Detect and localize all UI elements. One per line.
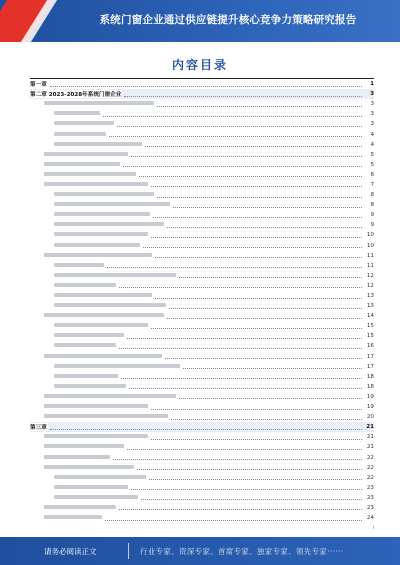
toc-entry-title bbox=[54, 384, 127, 390]
illegible-text bbox=[54, 232, 148, 236]
illegible-text bbox=[54, 212, 150, 216]
toc-page-number: 4 bbox=[370, 131, 374, 138]
toc-entry[interactable] bbox=[30, 503, 374, 513]
toc-entry-title bbox=[54, 212, 151, 218]
illegible-text bbox=[54, 374, 118, 378]
dot-leader bbox=[117, 126, 362, 127]
toc-entry-title bbox=[54, 293, 153, 299]
illegible-text bbox=[44, 101, 154, 105]
toc-entry-title bbox=[54, 303, 167, 309]
toc-entry[interactable] bbox=[30, 463, 374, 473]
dot-leader bbox=[151, 439, 362, 440]
dot-leader bbox=[145, 146, 362, 147]
toc-entry[interactable] bbox=[30, 150, 374, 160]
toc-page-number: 8 bbox=[370, 192, 374, 199]
footer-tagline: 行业专家、资深专家、首席专家、独家专家、领先专家······ bbox=[140, 547, 344, 556]
dot-leader bbox=[153, 217, 362, 218]
illegible-text bbox=[54, 243, 140, 247]
toc-entry[interactable] bbox=[30, 493, 374, 503]
toc-page-number: 17 bbox=[366, 353, 374, 360]
toc-entry[interactable] bbox=[30, 190, 374, 200]
dot-leader bbox=[121, 378, 362, 379]
illegible-text bbox=[44, 414, 168, 418]
toc-entry[interactable] bbox=[30, 220, 374, 230]
illegible-text bbox=[54, 202, 170, 206]
illegible-text bbox=[54, 283, 116, 287]
toc-entry[interactable] bbox=[30, 331, 374, 341]
dot-leader bbox=[179, 277, 362, 278]
toc-entry[interactable] bbox=[30, 352, 374, 362]
toc-page-number: 13 bbox=[366, 303, 374, 310]
toc-entry-title bbox=[44, 455, 111, 461]
toc-entry[interactable] bbox=[30, 402, 374, 412]
toc-entry[interactable] bbox=[30, 180, 374, 190]
toc-entry[interactable] bbox=[30, 170, 374, 180]
toc-entry-title bbox=[44, 152, 129, 158]
dot-leader bbox=[157, 197, 362, 198]
toc-entry[interactable] bbox=[30, 160, 374, 170]
toc-entry-title bbox=[44, 465, 135, 471]
toc-entry[interactable] bbox=[30, 382, 374, 392]
dot-leader bbox=[165, 358, 362, 359]
toc-entry[interactable] bbox=[30, 392, 374, 402]
illegible-text bbox=[44, 515, 102, 519]
toc-entry[interactable] bbox=[30, 432, 374, 442]
footer-divider bbox=[128, 543, 129, 559]
dot-leader bbox=[151, 328, 362, 329]
toc-page-number: 19 bbox=[366, 404, 374, 411]
toc-entry-title: 第一章 bbox=[30, 82, 47, 89]
dot-leader bbox=[155, 257, 362, 258]
toc-page-number: 3 bbox=[370, 91, 374, 98]
dot-leader bbox=[119, 509, 362, 510]
toc-entry-title bbox=[44, 172, 137, 178]
toc-entry-title bbox=[54, 333, 125, 339]
toc-entry[interactable] bbox=[30, 412, 374, 422]
toc-page-number: 20 bbox=[366, 414, 374, 421]
toc-page-number: 21 bbox=[366, 444, 374, 451]
illegible-text bbox=[54, 343, 116, 347]
illegible-text bbox=[44, 172, 136, 176]
illegible-text bbox=[44, 444, 124, 448]
illegible-text bbox=[44, 455, 110, 459]
toc-page-number: 8 bbox=[370, 202, 374, 209]
toc-entry[interactable] bbox=[30, 473, 374, 483]
toc-entry-title bbox=[54, 243, 141, 249]
toc-entry[interactable] bbox=[30, 230, 374, 240]
illegible-text bbox=[44, 465, 134, 469]
dot-leader bbox=[127, 449, 362, 450]
toc-page-number: 5 bbox=[370, 151, 374, 158]
illegible-text bbox=[54, 273, 176, 277]
toc-entry[interactable] bbox=[30, 200, 374, 210]
dot-leader bbox=[151, 186, 362, 187]
toc-entry-title: 第二章 2023-2028年系统门窗企业 bbox=[30, 92, 122, 99]
illegible-text bbox=[54, 333, 124, 337]
toc-entry-title bbox=[54, 364, 181, 370]
illegible-text bbox=[54, 293, 152, 297]
dot-leader bbox=[105, 520, 362, 521]
illegible-text bbox=[54, 263, 104, 267]
illegible-text bbox=[54, 132, 106, 136]
toc-entry-title bbox=[44, 414, 169, 420]
toc-entry[interactable] bbox=[30, 513, 374, 523]
toc-entry-title bbox=[44, 505, 117, 511]
dot-leader bbox=[167, 318, 362, 319]
illegible-text bbox=[54, 323, 148, 327]
toc-entry-title bbox=[44, 354, 163, 360]
toc-entry-title bbox=[54, 283, 117, 289]
toc-page-number: 13 bbox=[366, 293, 374, 300]
dot-leader bbox=[167, 227, 362, 228]
illegible-text bbox=[54, 222, 164, 226]
toc-entry[interactable] bbox=[30, 321, 374, 331]
toc-page-number: 4 bbox=[370, 141, 374, 148]
toc-entry-title bbox=[54, 222, 165, 228]
dot-leader bbox=[143, 247, 362, 248]
toc-entry-title: 第三章 bbox=[30, 425, 47, 432]
toc-page-number: 3 bbox=[370, 121, 374, 128]
illegible-text bbox=[54, 384, 126, 388]
toc-entry[interactable] bbox=[30, 301, 374, 311]
toc-entry-title bbox=[54, 202, 171, 208]
toc-entry[interactable] bbox=[30, 311, 374, 321]
toc-entry[interactable] bbox=[30, 362, 374, 372]
toc-entry-title bbox=[44, 162, 121, 168]
toc-entry[interactable] bbox=[30, 109, 374, 119]
toc-entry-title bbox=[54, 232, 149, 238]
illegible-text bbox=[54, 495, 138, 499]
dot-leader bbox=[131, 489, 362, 490]
toc-entry-title bbox=[54, 192, 155, 198]
toc-entry-title bbox=[54, 142, 143, 148]
illegible-text bbox=[44, 434, 148, 438]
page-marker: I bbox=[372, 525, 374, 531]
dot-leader bbox=[119, 348, 362, 349]
toc-entry[interactable] bbox=[30, 79, 374, 89]
toc-page-number: 19 bbox=[366, 393, 374, 400]
toc-entry[interactable] bbox=[30, 261, 374, 271]
toc-page-number: 22 bbox=[366, 454, 374, 461]
illegible-text bbox=[54, 142, 142, 146]
toc-page-number: 7 bbox=[370, 181, 374, 188]
illegible-text bbox=[44, 253, 152, 257]
dot-leader bbox=[127, 338, 362, 339]
toc-page-number: 14 bbox=[366, 313, 374, 320]
dot-leader bbox=[183, 368, 362, 369]
illegible-text bbox=[54, 111, 100, 115]
dot-leader bbox=[173, 207, 362, 208]
toc-page-number: 5 bbox=[370, 161, 374, 168]
illegible-text bbox=[44, 313, 164, 317]
dot-leader bbox=[141, 499, 362, 500]
toc-entry-title bbox=[54, 343, 117, 349]
toc-entry[interactable] bbox=[30, 442, 374, 452]
toc-page-number: 11 bbox=[366, 262, 374, 269]
toc-page-number: 16 bbox=[366, 343, 374, 350]
dot-leader bbox=[151, 409, 362, 410]
toc-entry[interactable] bbox=[30, 291, 374, 301]
toc-entry-title bbox=[54, 263, 105, 269]
toc-entry-title bbox=[44, 404, 149, 410]
toc-page-number: 6 bbox=[370, 171, 374, 178]
report-header-banner bbox=[0, 0, 400, 42]
toc-entry-title bbox=[54, 273, 177, 279]
toc-page-number: 10 bbox=[366, 232, 374, 239]
toc-page-number: 9 bbox=[370, 212, 374, 219]
table-of-contents bbox=[30, 78, 374, 523]
toc-entry-title bbox=[44, 253, 153, 259]
dot-leader bbox=[109, 136, 362, 137]
toc-entry-title bbox=[44, 394, 177, 400]
dot-leader bbox=[151, 237, 362, 238]
dot-leader bbox=[103, 116, 362, 117]
toc-entry-title bbox=[44, 313, 165, 319]
dot-leader bbox=[50, 86, 362, 87]
toc-page-number: 23 bbox=[366, 494, 374, 501]
dot-leader bbox=[123, 166, 362, 167]
dot-leader bbox=[124, 96, 362, 97]
toc-entry[interactable] bbox=[30, 251, 374, 261]
illegible-text bbox=[54, 485, 128, 489]
toc-page-number: 3 bbox=[370, 111, 374, 118]
toc-entry[interactable] bbox=[30, 89, 374, 99]
toc-page-number: 21 bbox=[366, 434, 374, 441]
dot-leader bbox=[171, 419, 362, 420]
toc-entry[interactable] bbox=[30, 140, 374, 150]
dot-leader bbox=[119, 287, 362, 288]
dot-leader bbox=[139, 176, 362, 177]
illegible-text bbox=[44, 394, 176, 398]
toc-entry[interactable] bbox=[30, 341, 374, 351]
toc-page-number: 15 bbox=[366, 323, 374, 330]
toc-entry-title bbox=[54, 132, 107, 138]
toc-entry[interactable] bbox=[30, 483, 374, 493]
dot-leader bbox=[155, 298, 362, 299]
toc-page-number: 3 bbox=[370, 101, 374, 108]
toc-entry[interactable] bbox=[30, 210, 374, 220]
toc-page-number: 23 bbox=[366, 484, 374, 491]
illegible-text bbox=[44, 182, 148, 186]
illegible-text bbox=[44, 152, 128, 156]
dot-leader bbox=[179, 398, 362, 399]
toc-entry[interactable] bbox=[30, 241, 374, 251]
dot-leader bbox=[131, 156, 362, 157]
toc-page-number: 22 bbox=[366, 464, 374, 471]
illegible-text bbox=[44, 354, 162, 358]
toc-page-number: 18 bbox=[366, 383, 374, 390]
illegible-text bbox=[54, 475, 146, 479]
illegible-text bbox=[44, 404, 148, 408]
toc-entry-title bbox=[44, 101, 155, 107]
report-footer bbox=[0, 537, 400, 565]
toc-entry[interactable] bbox=[30, 372, 374, 382]
toc-page-number: 18 bbox=[366, 373, 374, 380]
toc-page-number: 22 bbox=[366, 474, 374, 481]
toc-page-number: 12 bbox=[366, 272, 374, 279]
illegible-text bbox=[54, 192, 154, 196]
illegible-text bbox=[44, 162, 120, 166]
toc-entry[interactable] bbox=[30, 422, 374, 432]
toc-heading: 内容目录 bbox=[171, 58, 228, 72]
illegible-text bbox=[54, 303, 166, 307]
dot-leader bbox=[157, 106, 362, 107]
report-title: 系统门窗企业通过供应链提升核心竞争力策略研究报告 bbox=[99, 14, 357, 26]
toc-entry-title bbox=[54, 374, 119, 380]
toc-page-number: 23 bbox=[366, 504, 374, 511]
toc-page-number: 9 bbox=[370, 222, 374, 229]
toc-entry-title bbox=[54, 475, 147, 481]
toc-entry[interactable] bbox=[30, 452, 374, 462]
footer-disclaimer: 请务必阅读正文 bbox=[44, 547, 97, 556]
toc-entry-title bbox=[44, 182, 149, 188]
toc-entry-title bbox=[54, 485, 129, 491]
toc-page-number: 10 bbox=[366, 242, 374, 249]
toc-entry-title bbox=[44, 434, 149, 440]
toc-entry[interactable] bbox=[30, 129, 374, 139]
toc-entry[interactable] bbox=[30, 119, 374, 129]
toc-page-number: 24 bbox=[366, 515, 374, 522]
dot-leader bbox=[113, 459, 362, 460]
toc-entry-title bbox=[54, 111, 101, 117]
toc-page-number: 15 bbox=[366, 333, 374, 340]
toc-entry[interactable] bbox=[30, 271, 374, 281]
toc-entry-title bbox=[54, 495, 139, 501]
toc-page-number: 12 bbox=[366, 282, 374, 289]
dot-leader bbox=[137, 469, 362, 470]
dot-leader bbox=[129, 388, 362, 389]
toc-page-number: 21 bbox=[366, 424, 374, 431]
toc-entry-title bbox=[54, 323, 149, 329]
toc-entry-title bbox=[54, 121, 115, 127]
toc-page-number: 1 bbox=[370, 81, 374, 88]
illegible-text bbox=[44, 505, 116, 509]
dot-leader bbox=[50, 429, 362, 430]
dot-leader bbox=[107, 267, 362, 268]
toc-entry[interactable] bbox=[30, 281, 374, 291]
toc-entry[interactable] bbox=[30, 99, 374, 109]
toc-entry-title bbox=[44, 515, 103, 521]
illegible-text bbox=[54, 364, 180, 368]
toc-page-number: 17 bbox=[366, 363, 374, 370]
dot-leader bbox=[169, 308, 362, 309]
toc-page-number: 11 bbox=[366, 252, 374, 259]
dot-leader bbox=[149, 479, 362, 480]
illegible-text bbox=[54, 121, 114, 125]
toc-entry-title bbox=[44, 444, 125, 450]
